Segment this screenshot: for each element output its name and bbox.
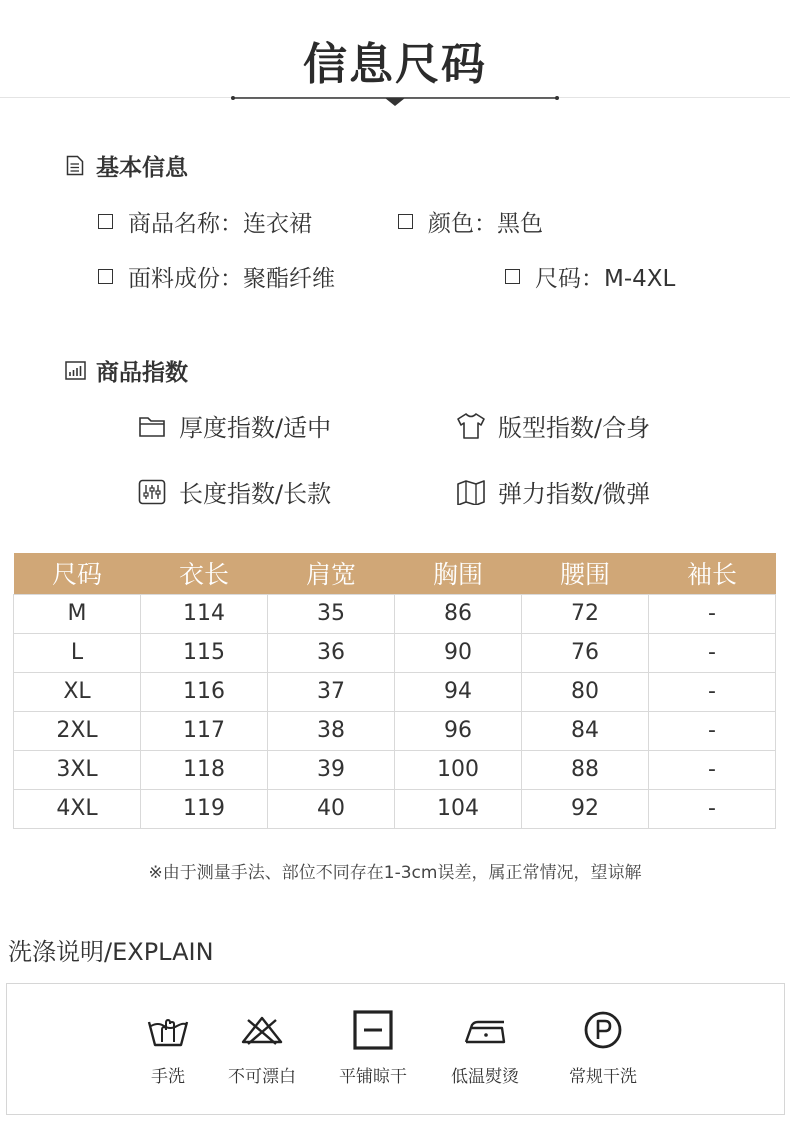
table-cell: 72 [522,594,649,633]
info-color [398,205,543,238]
table-cell: 115 [141,633,268,672]
size-table [13,553,776,829]
sliders-icon [137,477,167,507]
page-title: 信息尺码 [303,39,487,90]
tshirt-icon [456,411,486,441]
table-row [14,633,776,672]
wash-item-hand-wash [118,1008,218,1087]
no-bleach-icon [239,1008,285,1052]
wash-item-dry-flat [323,1008,423,1087]
index-fit [456,408,650,443]
checkbox-marker [398,214,413,229]
wash-item-low-iron [435,1008,535,1087]
wash-item-label: 手洗 [151,1067,185,1087]
table-cell: 119 [141,789,268,828]
material-text: 面料成份：聚酯纤维 [128,266,335,292]
table-cell: - [649,594,776,633]
table-cell: L [14,633,141,672]
table-cell: - [649,633,776,672]
table-cell: 104 [395,789,522,828]
basic-info-label: 基本信息 [96,155,188,181]
table-cell: 114 [141,594,268,633]
table-row [14,789,776,828]
table-cell: M [14,594,141,633]
table-cell: 96 [395,711,522,750]
index-length [137,474,331,509]
title-ornament [231,93,559,109]
table-cell: 80 [522,672,649,711]
measurement-note: ※由于测量手法、部位不同存在1-3cm误差，属正常情况，望谅解 [148,863,642,883]
folded-map-icon [456,477,486,507]
table-cell: 76 [522,633,649,672]
table-cell: 116 [141,672,268,711]
info-size [505,260,675,293]
bar-chart-icon [64,360,86,382]
table-row [14,672,776,711]
table-cell: 100 [395,750,522,789]
table-cell: 37 [268,672,395,711]
wash-item-no-bleach [212,1008,312,1087]
fit-text: 版型指数/合身 [498,414,651,442]
length-text: 长度指数/长款 [179,480,332,508]
size-text: 尺码：M-4XL [535,266,676,292]
table-cell: - [649,711,776,750]
wash-item-label: 平铺晾干 [339,1067,407,1087]
washing-title: 洗涤说明/EXPLAIN [8,938,214,966]
table-header-cell: 衣长 [141,553,268,594]
table-cell: 38 [268,711,395,750]
table-header-cell: 尺码 [14,553,141,594]
table-cell: 36 [268,633,395,672]
table-cell: - [649,672,776,711]
folder-icon [137,411,167,441]
info-material [98,260,335,293]
table-header-cell: 肩宽 [268,553,395,594]
low-iron-icon [462,1008,508,1052]
table-cell: 4XL [14,789,141,828]
checkbox-marker [98,269,113,284]
table-cell: 86 [395,594,522,633]
info-product-name [98,205,312,238]
wash-item-dry-clean [553,1008,653,1087]
dry-clean-icon [580,1008,626,1052]
checkbox-marker [98,214,113,229]
table-cell: 88 [522,750,649,789]
table-cell: 35 [268,594,395,633]
color-text: 颜色：黑色 [428,211,543,237]
table-cell: 92 [522,789,649,828]
table-row [14,711,776,750]
index-elasticity [456,474,650,509]
table-cell: 40 [268,789,395,828]
wash-item-label: 常规干洗 [569,1067,637,1087]
basic-info-heading [64,149,188,182]
table-cell: 3XL [14,750,141,789]
dry-flat-icon [350,1008,396,1052]
table-cell: XL [14,672,141,711]
product-index-label: 商品指数 [96,360,188,386]
table-row [14,750,776,789]
index-thickness [137,408,331,443]
checkbox-marker [505,269,520,284]
table-cell: - [649,750,776,789]
elasticity-text: 弹力指数/微弹 [498,480,651,508]
hand-wash-icon [145,1008,191,1052]
document-icon [64,155,86,177]
table-cell: 117 [141,711,268,750]
table-cell: 90 [395,633,522,672]
table-header-cell: 胸围 [395,553,522,594]
product-index-heading [64,354,188,387]
table-cell: 39 [268,750,395,789]
table-cell: 84 [522,711,649,750]
wash-item-label: 不可漂白 [228,1067,296,1087]
table-header-cell: 腰围 [522,553,649,594]
product-name-text: 商品名称：连衣裙 [128,211,312,237]
table-cell: 2XL [14,711,141,750]
table-row [14,594,776,633]
table-cell: 94 [395,672,522,711]
table-cell: 118 [141,750,268,789]
table-header-cell: 袖长 [649,553,776,594]
table-cell: - [649,789,776,828]
thickness-text: 厚度指数/适中 [179,414,332,442]
table-header-row [14,553,776,594]
wash-item-label: 低温熨烫 [451,1067,519,1087]
